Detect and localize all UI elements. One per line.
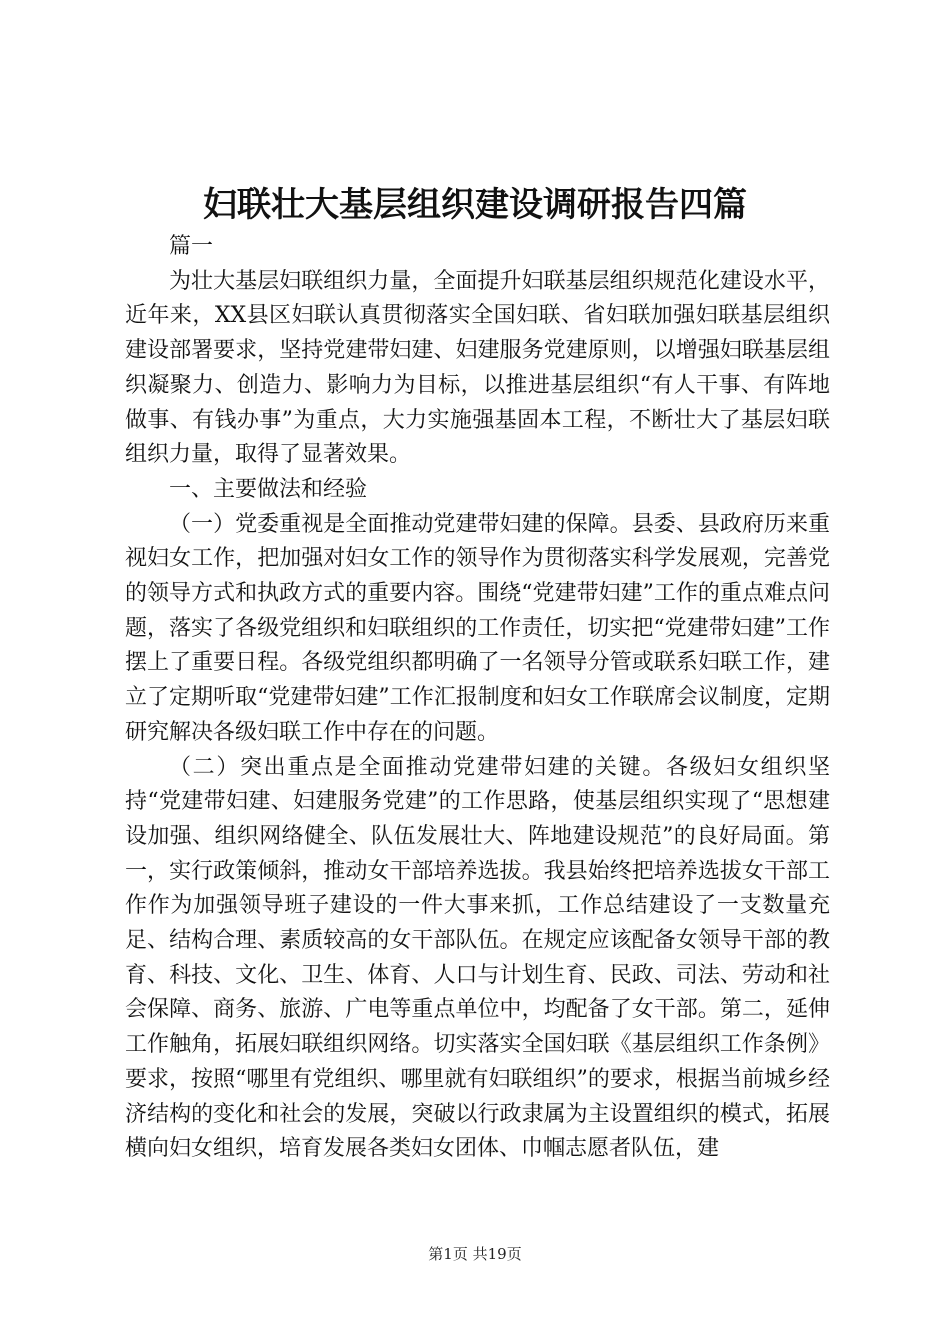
body-paragraph: 为壮大基层妇联组织力量，全面提升妇联基层组织规范化建设水平，近年来，XX县区妇联认真贯彻落实全国妇联、省妇联加强妇联基层组织建设部署要求，坚持党建带妇建、妇建服务党建原则，以增强妇联基层组织凝聚力、创造力、影响力为目标，以推进基层组织“有人干事、有阵地做事、有钱办事”为重点，大力实施强基固本工程，不断壮大了基层妇联组织力量，取得了显著效果。 — [125, 268, 830, 468]
body-paragraph: （一）党委重视是全面推动党建带妇建的保障。县委、县政府历来重视妇女工作，把加强对妇女工作的领导作为贯彻落实科学发展观，完善党的领导方式和执政方式的重要内容。围绕“党建带妇建”工作的重点难点问题，落实了各级党组织和妇联组织的工作责任，切实把“党建带妇建”工作摆上了重要日程。各级党组织都明确了一名领导分管或联系妇联工作，建立了定期听取“党建带妇建”工作汇报制度和妇女工作联席会议制度，定期研究解决各级妇联工作中存在的问题。 — [125, 511, 830, 745]
page-footer: 第1页 共19页 — [428, 1245, 522, 1263]
document-title: 妇联壮大基层组织建设调研报告四篇 — [203, 185, 747, 225]
section-heading: 一、主要做法和经验 — [169, 476, 368, 502]
document-body — [125, 230, 830, 1167]
section-label: 篇一 — [169, 234, 214, 259]
body-paragraph: （二）突出重点是全面推动党建带妇建的关键。各级妇女组织坚持“党建带妇建、妇建服务党建”的工作思路，使基层组织实现了“思想建设加强、组织网络健全、队伍发展壮大、阵地建设规范”的良好局面。第一，实行政策倾斜，推动女干部培养选拔。我县始终把培养选拔女干部工作作为加强领导班子建设的一件大事来抓，工作总结建设了一支数量充足、结构合理、素质较高的女干部队伍。在规定应该配备女领导干部的教育、科技、文化、卫生、体育、人口与计划生育、民政、司法、劳动和社会保障、商务、旅游、广电等重点单位中，均配备了女干部。第二，延伸工作触角，拓展妇联组织网络。切实落实全国妇联《基层组织工作条例》要求，按照“哪里有党组织、哪里就有妇联组织”的要求，根据当前城乡经济结构的变化和社会的发展，突破以行政隶属为主设置组织的模式，拓展横向妇女组织，培育发展各类妇女团体、巾帼志愿者队伍，建 — [125, 754, 830, 1162]
